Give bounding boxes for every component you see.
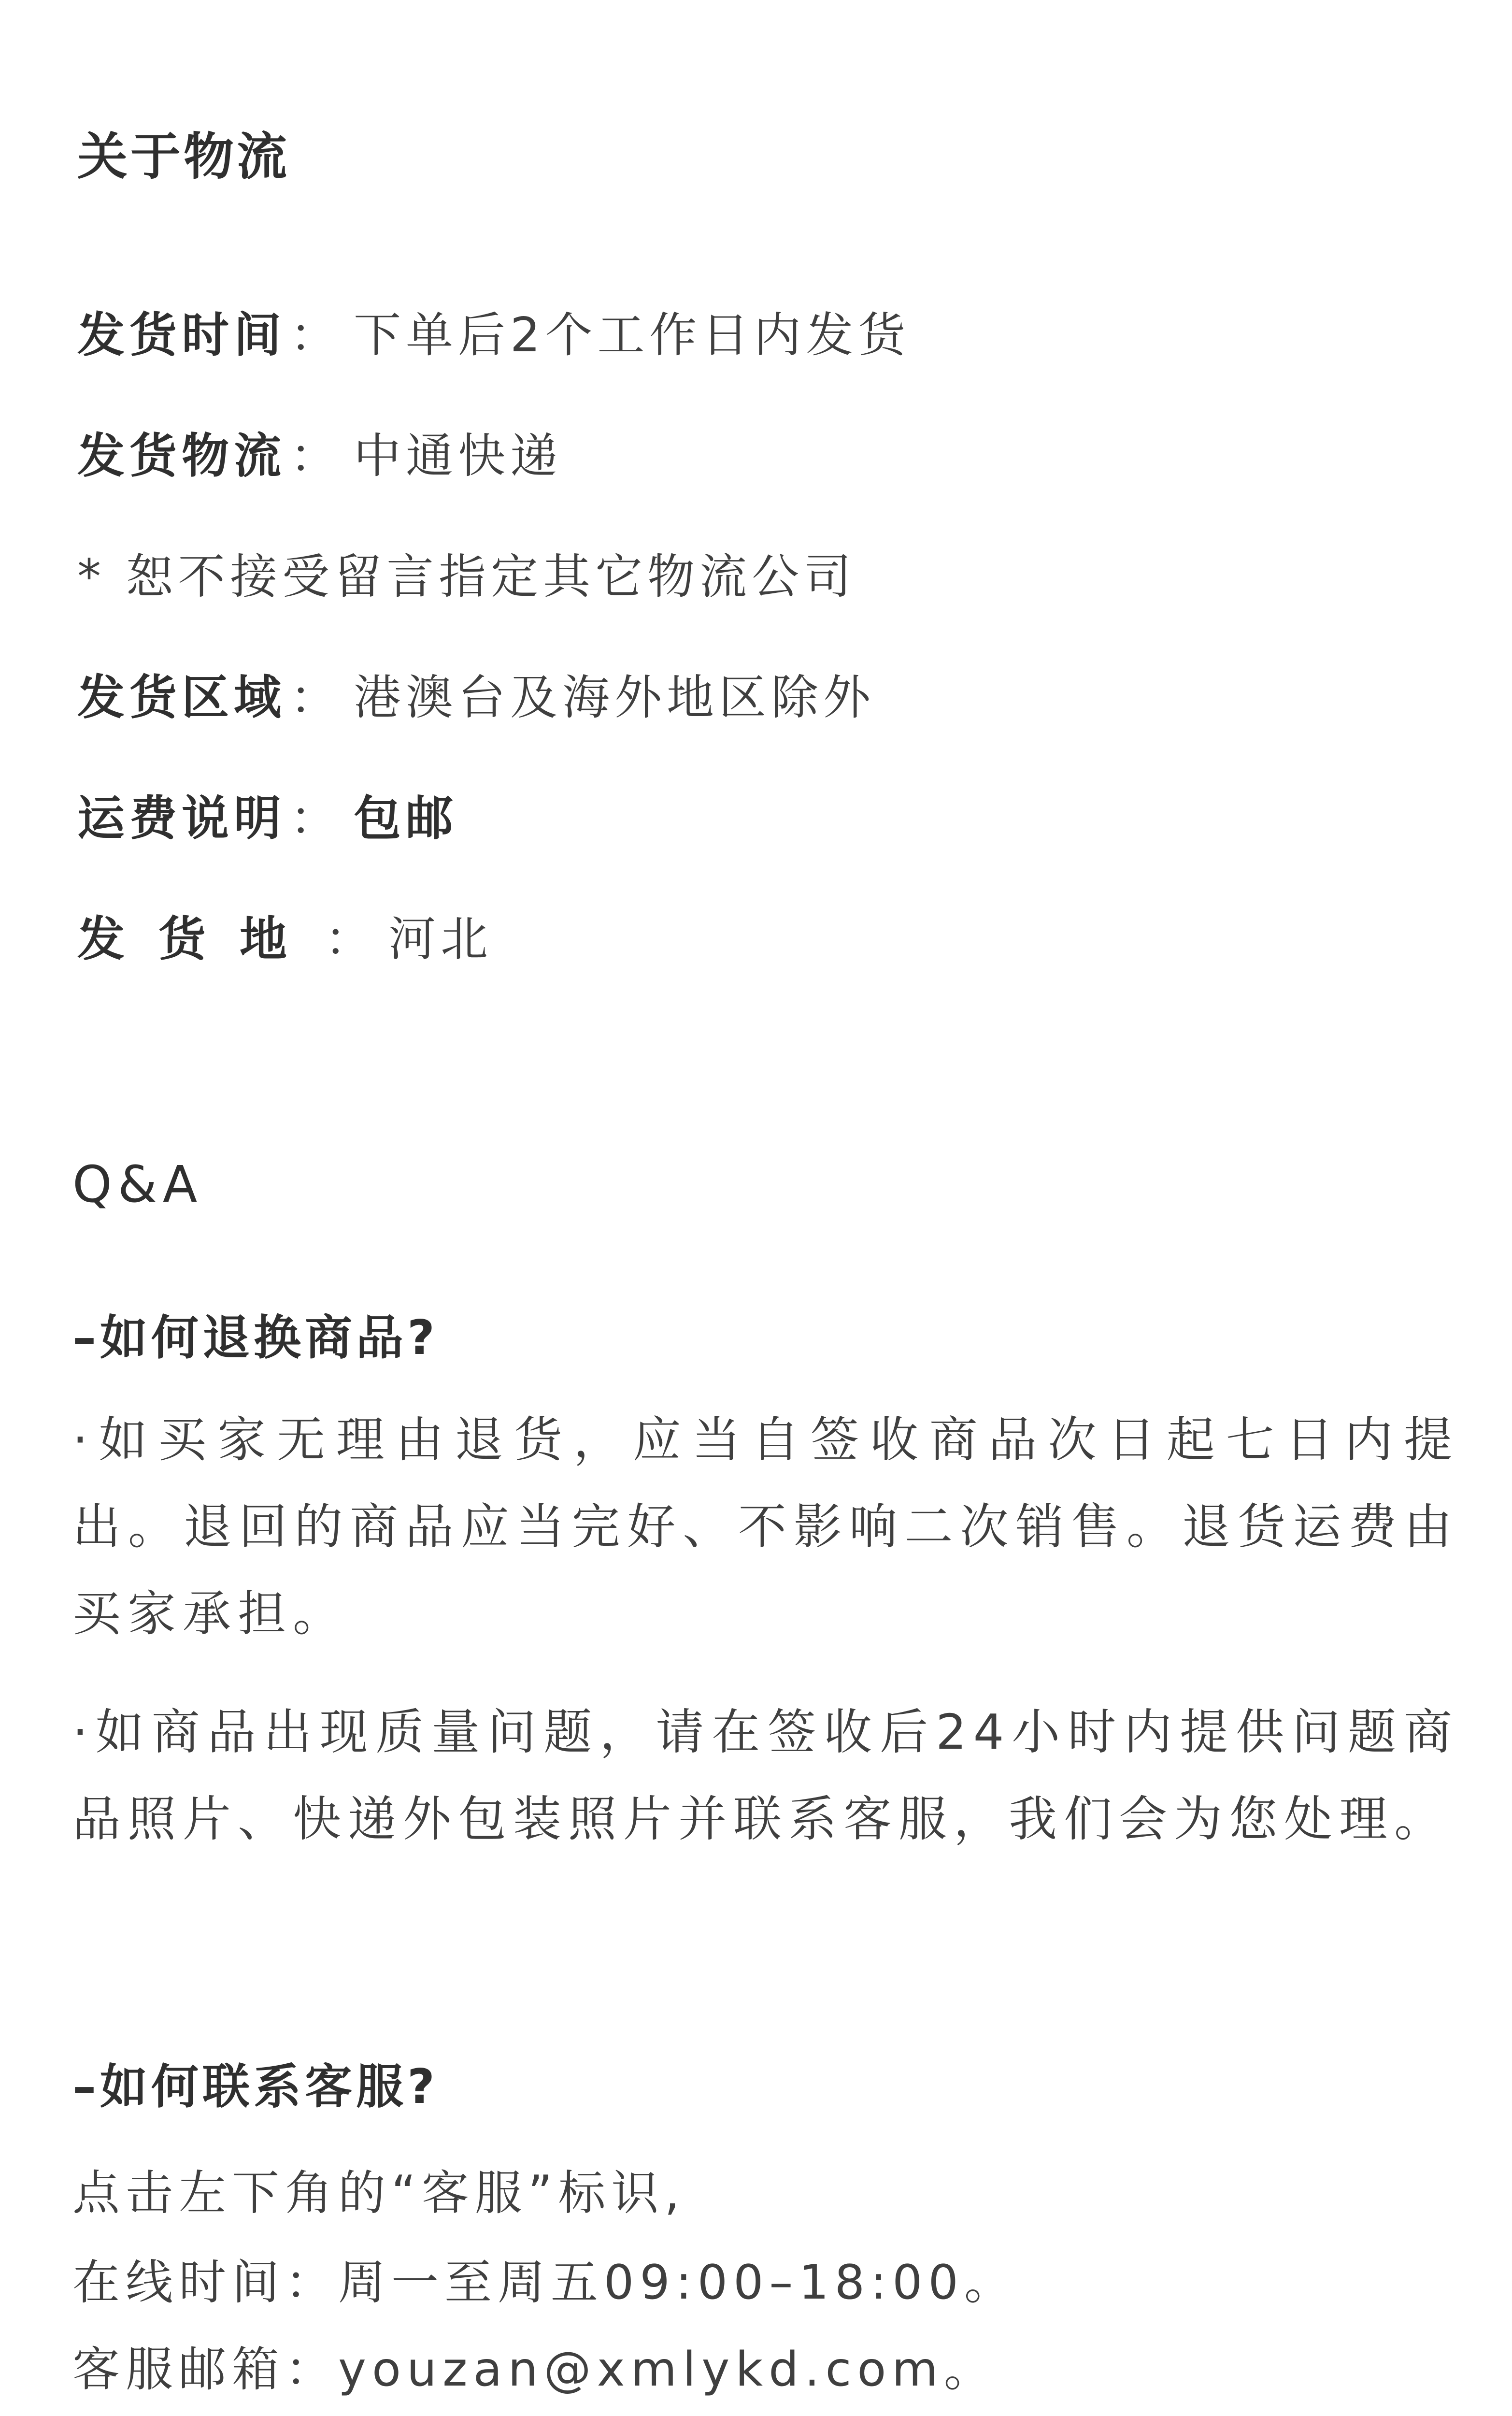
colon: ： bbox=[325, 912, 377, 967]
returns-answer-1: ·如买家无理由退货，应当自签收商品次日起七日内提出。退回的商品应当完好、不影响二次销售。退货运费由买家承担。 bbox=[72, 1411, 1459, 1642]
ship-origin-label: 发货地 bbox=[77, 912, 321, 967]
ship-region-label: 发货区域 bbox=[77, 670, 286, 725]
shipping-fee-value: 包邮 bbox=[354, 791, 458, 846]
colon: ： bbox=[290, 308, 342, 363]
shipping-fee-row bbox=[77, 780, 458, 848]
ship-region-row bbox=[77, 660, 875, 728]
ship-origin-row bbox=[77, 901, 493, 969]
carrier-row bbox=[77, 418, 562, 486]
service-email: 客服邮箱：youzan@xmlykd.com。 bbox=[72, 2342, 997, 2397]
service-hours: 在线时间：周一至周五09:00–18:00。 bbox=[72, 2255, 1017, 2310]
carrier-label: 发货物流 bbox=[77, 429, 286, 484]
ship-time-row bbox=[77, 297, 910, 365]
colon: ： bbox=[290, 791, 342, 846]
ship-time-label: 发货时间 bbox=[77, 308, 286, 363]
colon: ： bbox=[290, 429, 342, 484]
returns-answer-2: ·如商品出现质量问题，请在签收后24小时内提供问题商品照片、快递外包装照片并联系客服，我们会为您处理。 bbox=[72, 1704, 1459, 1847]
logistics-heading: 关于物流 bbox=[77, 127, 290, 186]
service-line-1: 点击左下角的“客服”标识, bbox=[72, 2166, 685, 2221]
carrier-note: * 恕不接受留言指定其它物流公司 bbox=[77, 549, 856, 604]
ship-region-value: 港澳台及海外地区除外 bbox=[354, 670, 876, 725]
returns-question: –如何退换商品? bbox=[72, 1310, 439, 1366]
ship-time-value: 下单后2个工作日内发货 bbox=[354, 308, 911, 363]
shipping-fee-label: 运费说明 bbox=[77, 791, 286, 846]
qa-heading: Q&A bbox=[72, 1155, 203, 1214]
service-question: –如何联系客服? bbox=[72, 2059, 439, 2114]
ship-origin-value: 河北 bbox=[388, 912, 493, 967]
carrier-value: 中通快递 bbox=[354, 429, 563, 484]
colon: ： bbox=[290, 670, 342, 725]
